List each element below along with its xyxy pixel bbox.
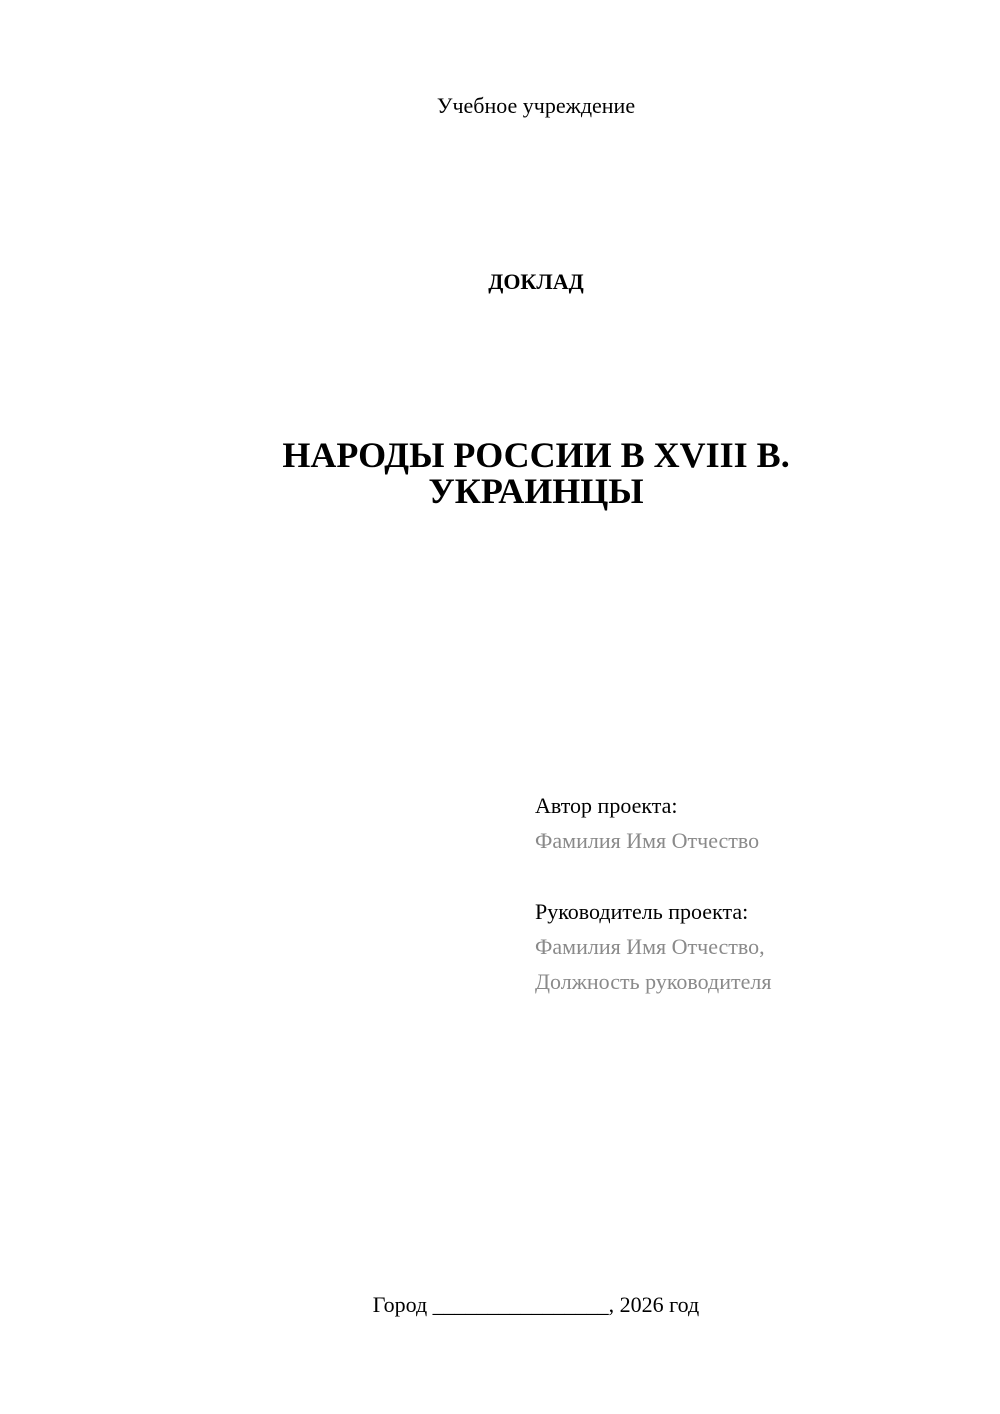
supervisor-position: Должность руководителя — [535, 969, 772, 994]
title-line-2: УКРАИНЦЫ — [428, 471, 644, 511]
supervisor-label: Руководитель проекта: — [535, 899, 749, 924]
document-type: ДОКЛАД — [488, 269, 584, 294]
author-label: Автор проекта: — [535, 793, 678, 818]
institution-name: Учебное учреждение — [436, 93, 636, 118]
credits-block — [535, 788, 975, 999]
supervisor-name: Фамилия Имя Отчество, — [535, 934, 765, 959]
title-line-1: НАРОДЫ РОССИИ В XVIII В. — [282, 435, 790, 475]
author-name: Фамилия Имя Отчество — [535, 828, 760, 853]
supervisor-block — [535, 894, 975, 999]
document-title — [0, 437, 1000, 509]
city-year-footer: Город ________________, 2026 год — [372, 1292, 700, 1317]
author-block — [535, 788, 975, 858]
